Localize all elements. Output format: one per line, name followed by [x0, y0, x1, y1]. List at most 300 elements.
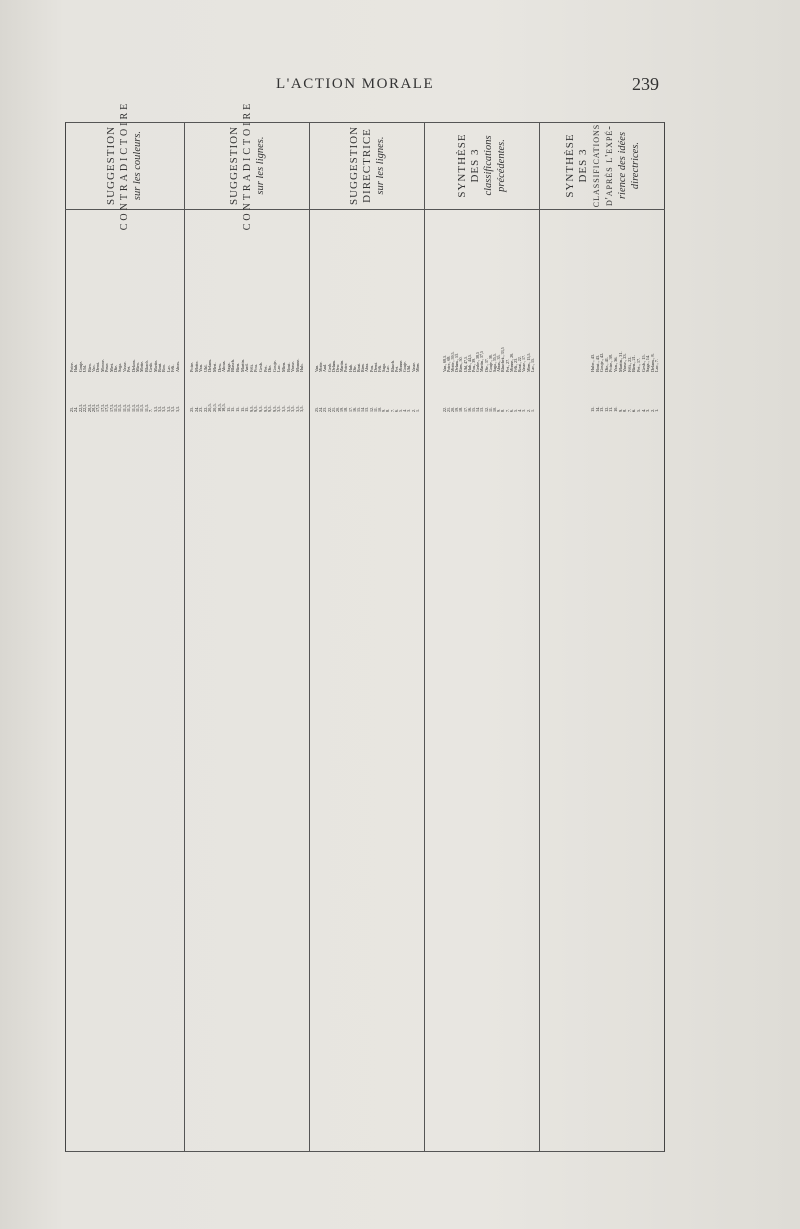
entry-name: Meri. [212, 362, 217, 372]
entry-rank: 21. [445, 407, 451, 412]
entry-name: Pou. [368, 364, 374, 372]
table-entry [455, 222, 459, 412]
entry-rank: 6. [393, 409, 399, 412]
entry-name: Gesb. [148, 362, 154, 372]
entry-name: Bout., 22. [517, 356, 523, 372]
table-entry [395, 222, 399, 412]
entry-name: Mien. [281, 361, 286, 372]
entry-rank: 23. [198, 406, 204, 412]
entry-name: Féli. [248, 364, 254, 372]
entry-rank: 10. [377, 407, 382, 412]
entry-rank: 11. [372, 407, 378, 412]
entry-rank: 11,5. [139, 403, 145, 412]
entry-rank: 8. [622, 408, 628, 412]
entry-name: Saga. [117, 362, 123, 372]
entry-rank: 16. [466, 407, 472, 412]
table-entry [642, 222, 647, 412]
entry-rank: 11,5. [121, 403, 127, 412]
column-entries [310, 222, 425, 422]
table-entry [300, 222, 305, 412]
table-entry [222, 222, 227, 412]
entry-rank: 24. [318, 407, 324, 412]
table-entry [403, 222, 407, 412]
entry-rank: 3,5. [294, 405, 300, 412]
entry-name: Poire. [189, 361, 194, 372]
entry-name: Dew. [335, 363, 340, 372]
table-entry [614, 222, 619, 412]
entry-rank: 7. [389, 409, 395, 412]
table-entry [79, 222, 83, 412]
table-entry [92, 222, 96, 412]
entry-name: Uhl. [406, 365, 412, 372]
entry-rank: 22. [202, 406, 208, 412]
table-entry [596, 222, 601, 412]
table-entry [273, 222, 278, 412]
entry-rank: 20,5. [91, 403, 96, 412]
table-entry [74, 222, 78, 412]
entry-name: Uhl, 47,5. [462, 356, 468, 372]
column-header-line: rience des idées directrices. [616, 131, 641, 200]
entry-rank: 7. [148, 408, 154, 412]
table-entry [227, 222, 232, 412]
table-entry [167, 222, 171, 412]
entry-rank: 13. [364, 407, 370, 412]
entry-name: Gouje., 42. [599, 352, 605, 372]
table-entry [101, 222, 105, 412]
table-entry [370, 222, 374, 412]
table-entry [651, 222, 656, 412]
entry-rank: 24. [193, 406, 199, 412]
table-entry [277, 222, 282, 412]
table-entry [218, 222, 223, 412]
table-entry [353, 222, 357, 412]
entry-rank: 13. [479, 407, 485, 412]
table-entry [637, 222, 642, 412]
table-entry [340, 222, 344, 412]
entry-name: Vasse., 23. [622, 353, 628, 372]
table-entry [357, 222, 361, 412]
entry-name: Bout. [157, 362, 162, 372]
entry-rank: 25. [189, 406, 194, 412]
table-entry [315, 222, 319, 412]
entry-rank: 3,5. [281, 405, 286, 412]
entry-rank: 9. [617, 408, 623, 412]
entry-rank: 20,5. [212, 403, 217, 412]
entry-name: Bien. [86, 363, 92, 372]
table-entry [349, 222, 353, 412]
table-entry [497, 222, 501, 412]
entry-rank: 9. [496, 409, 502, 412]
entry-rank: 3. [406, 409, 412, 412]
entry-name: Van. [314, 364, 319, 372]
entry-rank: 22,5. [82, 403, 88, 412]
entry-name: Bon. [161, 364, 167, 372]
entry-name: Uhl. [202, 364, 208, 372]
entry-name: Hub. [73, 363, 79, 372]
table-entry [127, 222, 131, 412]
page-number: 239 [632, 74, 659, 94]
entry-name: Bout., 43. [594, 354, 600, 372]
entry-name: Van., 68,5. [441, 354, 447, 372]
table-entry [96, 222, 100, 412]
entry-name: Die., 41. [603, 356, 609, 372]
table-entry [591, 222, 596, 412]
entry-rank: 4. [517, 409, 523, 412]
column-header-line: SUGGESTION [227, 125, 240, 206]
entry-rank: 9,5. [271, 405, 277, 412]
entry-rank: 14. [475, 407, 481, 412]
table-entry [489, 222, 493, 412]
entry-name: Die. [267, 364, 273, 372]
rotated-table [65, 100, 665, 1152]
entry-rank: 10. [613, 406, 618, 412]
entry-rank: 19. [454, 407, 460, 412]
table-entry [332, 222, 336, 412]
entry-rank: 6. [508, 409, 514, 412]
entry-rank: 15. [356, 407, 361, 412]
table-entry [204, 222, 209, 412]
entry-rank: 18. [343, 407, 349, 412]
table-entry [600, 222, 605, 412]
entry-rank: 3. [521, 409, 527, 412]
table-entry [501, 222, 505, 412]
entry-name: Gouje. [271, 360, 277, 372]
table-entry [391, 222, 395, 412]
entry-rank: 6. [631, 408, 637, 412]
table-entry [628, 222, 633, 412]
table-entry [154, 222, 158, 412]
column-header [65, 100, 184, 231]
table-entry [118, 222, 122, 412]
entry-name: Demi. [95, 361, 101, 372]
entry-name: Pou., 39. [471, 357, 476, 372]
column-header [540, 122, 665, 210]
entry-rank: 17,5. [104, 403, 110, 412]
entry-name: Saga. [225, 362, 231, 372]
table-entry [110, 222, 114, 412]
column-header-line: sur les couleurs. [132, 130, 143, 201]
table-entry [493, 222, 497, 412]
entry-rank: 25. [314, 407, 319, 412]
table-entry [136, 222, 140, 412]
table-entry [412, 222, 416, 412]
table-entry [105, 222, 109, 412]
entry-rank: 12. [368, 407, 374, 412]
table-entry [145, 222, 149, 412]
table-entry [245, 222, 250, 412]
entry-rank: 18,5. [221, 403, 227, 412]
entry-name: Vasse. [121, 361, 127, 372]
entry-rank: 11. [487, 407, 493, 412]
table-entry [399, 222, 403, 412]
table-entry [632, 222, 637, 412]
entry-name: Abras. [174, 361, 180, 372]
entry-name: Vasse., 17. [521, 354, 527, 372]
table-entry [416, 222, 420, 412]
entry-rank: 3,5. [290, 405, 296, 412]
entry-rank: 12. [603, 406, 609, 412]
entry-rank: 7. [504, 409, 510, 412]
entry-name: Poire. [343, 362, 349, 372]
table-entry [199, 222, 204, 412]
entry-rank: 17,5. [108, 403, 114, 412]
entry-rank: 17. [347, 407, 353, 412]
entry-rank: 2. [649, 408, 655, 412]
column-entries [540, 222, 665, 422]
entry-rank: 2. [525, 409, 531, 412]
entry-rank: 15. [471, 407, 476, 412]
table-entry [464, 222, 468, 412]
entry-name: Gouje., 36. [487, 354, 493, 372]
entry-name: Féli. [170, 364, 176, 372]
entry-name: Martin., 31. [617, 351, 623, 372]
entry-name: Die. [351, 365, 357, 372]
entry-name: Motte. [318, 361, 324, 372]
table-entry [231, 222, 236, 412]
table-entry [472, 222, 476, 412]
entry-name: Monne. [99, 359, 105, 372]
column-2 [185, 100, 310, 1152]
running-head: L'ACTION MORALE [276, 76, 435, 92]
column-header-line: CONTRADICTOIRE [119, 100, 130, 231]
entry-name: Die., 37. [483, 358, 489, 372]
table-entry [623, 222, 628, 412]
entry-rank: 11,5. [143, 403, 149, 412]
table-entry [83, 222, 87, 412]
entry-rank: 15. [590, 406, 595, 412]
table-entry [655, 222, 660, 412]
table-entry [459, 222, 463, 412]
column-entries [185, 222, 310, 422]
entry-name: Vasse. [410, 361, 416, 372]
entry-name: Lac. [276, 364, 282, 372]
entry-name: Gesbe., 38,5 [475, 352, 481, 372]
entry-name: Hub., 44,5. [466, 354, 472, 372]
entry-rank: 3,5. [299, 405, 305, 412]
table-entry [514, 222, 518, 412]
entry-rank: 10. [492, 407, 497, 412]
entry-name: Van. [198, 364, 204, 372]
table-entry [443, 222, 447, 412]
entry-rank: 15. [235, 406, 240, 412]
entry-name: Meri. [108, 362, 114, 372]
entry-name: Martin. [239, 359, 245, 372]
entry-rank: 24. [73, 406, 79, 412]
entry-name: Hube., 43. [590, 353, 595, 372]
entry-rank: 8. [385, 409, 391, 412]
table-entry [480, 222, 484, 412]
entry-name: Delans., 8. [649, 353, 655, 372]
column-header-line: CONTRADICTOIRE [241, 100, 253, 231]
entry-name: Uhl. [82, 364, 88, 372]
entry-name: Pou. [253, 364, 259, 372]
table-entry [485, 222, 489, 412]
entry-rank: 22,5. [77, 403, 83, 412]
entry-name: Poire., 68. [445, 355, 451, 372]
entry-name: Mien. [414, 362, 420, 372]
column-entries [65, 222, 185, 422]
entry-name: Saga., 14. [645, 354, 651, 372]
entry-rank: 9,5. [258, 405, 263, 412]
entry-rank: 17,5. [95, 403, 101, 412]
table-entry [264, 222, 269, 412]
entry-name: Lac. [385, 365, 391, 372]
entry-rank: 9,5. [267, 405, 273, 412]
entry-rank: 5. [398, 409, 403, 412]
entry-name: Poue. [104, 362, 110, 372]
entry-name: Van., 36. [613, 356, 618, 372]
entry-rank: 5. [636, 408, 641, 412]
table-entry [195, 222, 200, 412]
entry-rank: 13. [599, 406, 605, 412]
entry-name: Saga., 35,5. [492, 353, 497, 372]
entry-rank: 15. [225, 406, 231, 412]
table-entry [619, 222, 624, 412]
table-entry [609, 222, 614, 412]
entry-name: Martin., 37,5 [479, 351, 485, 372]
entry-name: Saga. [381, 363, 387, 372]
entry-name: Delans. [330, 359, 336, 372]
entry-name: Bien. [360, 363, 366, 372]
table-entry [447, 222, 451, 412]
column-header [310, 122, 424, 210]
entry-name: Hub. [347, 364, 353, 372]
entry-name: Abras. [221, 360, 227, 372]
entry-name: Gesb. [258, 361, 263, 372]
entry-name: Pet., 27. [504, 358, 510, 372]
table-entry [518, 222, 522, 412]
entry-name: Mien. [135, 362, 140, 372]
entry-rank: 22. [441, 407, 447, 412]
entry-name: Pet. [126, 365, 132, 372]
entry-name: Féli., 22. [626, 356, 632, 372]
table-entry [319, 222, 323, 412]
entry-name: Demi. [372, 362, 378, 372]
entry-rank: 23. [322, 407, 328, 412]
entry-rank: 17,5. [99, 403, 105, 412]
column-header-line: classifications d'après l'expé- [589, 123, 615, 208]
entry-rank: 20. [335, 407, 340, 412]
entry-rank: 1. [529, 409, 535, 412]
entry-name: Bien., 21. [631, 355, 637, 372]
column-header-line: SYNTHÈSE DES 3 [563, 133, 589, 198]
column-header [185, 100, 309, 231]
column-header-line: SUGGESTION DIRECTRICE [347, 125, 373, 206]
entry-name: Bien. [235, 362, 240, 372]
table-entry [605, 222, 610, 412]
entry-name: Blasch. [230, 359, 236, 372]
table-entry [646, 222, 651, 412]
table-entry [114, 222, 118, 412]
entry-name: Mien., 15,5. [525, 352, 531, 372]
table-entry [323, 222, 327, 412]
entry-rank: 3,5. [161, 405, 167, 412]
entry-rank: 1. [654, 408, 660, 412]
table-entry [149, 222, 153, 412]
entry-name: Pet., 17. [636, 357, 641, 372]
table-entry [336, 222, 340, 412]
table-entry [123, 222, 127, 412]
entry-rank: 3,5. [165, 405, 171, 412]
entry-rank: 7. [626, 408, 632, 412]
entry-name: Martin. [339, 360, 345, 372]
entry-rank: 14. [594, 406, 600, 412]
entry-rank: 18. [458, 407, 464, 412]
column-header-line: sur les lignes. [254, 136, 266, 195]
table-entry [88, 222, 92, 412]
entry-rank: 18,5. [216, 403, 222, 412]
entry-name: Van. [91, 364, 96, 372]
table-entry [158, 222, 162, 412]
entry-rank: 2. [410, 409, 416, 412]
entry-rank: 21. [330, 407, 336, 412]
entry-name: Féli., 23. [513, 357, 518, 372]
entry-name: Gesb. [326, 362, 332, 372]
table-entry [291, 222, 296, 412]
entry-rank: 20,5. [86, 403, 92, 412]
entry-name: Abra. [364, 363, 370, 372]
table-entry [171, 222, 175, 412]
entry-rank: 25. [69, 406, 74, 412]
entry-name: Lac., 7. [654, 358, 660, 372]
entry-name: Monne. [398, 359, 403, 372]
table-entry [70, 222, 74, 412]
column-header-line: sur les lignes. [374, 136, 386, 195]
table-entry [344, 222, 348, 412]
column-1 [65, 100, 185, 1152]
column-5 [540, 122, 665, 1152]
entry-name: Bout. [285, 362, 291, 372]
column-4 [425, 122, 540, 1152]
entry-name: Pet. [262, 365, 268, 372]
table-entry [451, 222, 455, 412]
table-entry [296, 222, 301, 412]
table-entry [268, 222, 273, 412]
entry-rank: 20,5. [207, 403, 213, 412]
table-entry [254, 222, 259, 412]
entry-rank: 14. [360, 407, 366, 412]
entry-name: Pet. [393, 365, 399, 372]
table-entry [176, 222, 180, 412]
table-entry [287, 222, 292, 412]
column-header-line: SUGGESTION [105, 125, 117, 206]
entry-rank: 4. [402, 409, 408, 412]
entry-rank: 15. [239, 406, 245, 412]
entry-rank: 17. [462, 407, 468, 412]
table-entry [132, 222, 136, 412]
table-entry [213, 222, 218, 412]
entry-name: Vasse. [290, 360, 296, 372]
table-entry [208, 222, 213, 412]
entry-rank: 12. [483, 407, 489, 412]
column-header [425, 122, 539, 210]
table-entry [365, 222, 369, 412]
entry-rank: 20. [450, 407, 455, 412]
entry-rank: 1. [414, 409, 420, 412]
entry-name: And. [322, 364, 328, 372]
entry-rank: 5. [513, 409, 518, 412]
table-entry [190, 222, 195, 412]
table-entry [140, 222, 144, 412]
entry-rank: 22. [326, 407, 332, 412]
table-entry [282, 222, 287, 412]
entry-rank: 9,5. [253, 405, 259, 412]
entry-name: Bien., 50. [458, 356, 464, 372]
entry-name: And. [244, 363, 250, 372]
entry-name: Dew. [216, 362, 222, 372]
table-entry [162, 222, 166, 412]
entry-rank: 9. [381, 409, 387, 412]
